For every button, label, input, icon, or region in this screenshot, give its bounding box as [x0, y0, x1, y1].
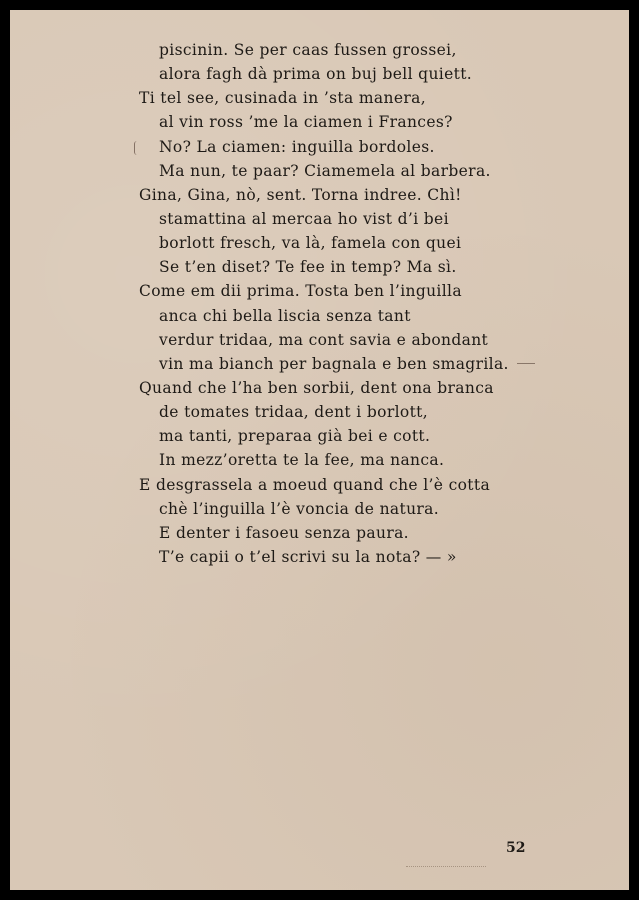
poem-line: Quand che l’ha ben sorbii, dent ona branca	[139, 378, 494, 397]
page-number: 52	[506, 840, 526, 856]
poem-line: alora fagh dà prima on buj bell quiett.	[159, 65, 473, 84]
poem-line: anca chi bella liscia senza tant	[159, 306, 411, 325]
poem-line: piscinin. Se per caas fussen grossei,	[159, 41, 457, 59]
poem-line: E desgrassela a moeud quand che l’è cotta	[139, 475, 491, 494]
poem-line: ma tanti, preparaa già bei e cott.	[159, 427, 431, 446]
margin-dash-mark	[517, 363, 535, 364]
poem-line: Se t’en diset? Te fee in temp? Ma sì.	[159, 258, 457, 277]
book-page	[10, 10, 629, 890]
poem-line: stamattina al mercaa ho vist d’i bei	[159, 209, 449, 228]
poem-line: chè l’inguilla l’è voncia de natura.	[159, 499, 440, 518]
poem-text	[139, 38, 559, 569]
poem-line: Gina, Gina, nò, sent. Torna indree. Chì!	[139, 185, 462, 204]
poem-line: T’e capii o t’el scrivi su la nota? — »	[159, 547, 457, 566]
bottom-dotted-rule	[406, 866, 486, 867]
poem-line: In mezz’oretta te la fee, ma nanca.	[159, 451, 445, 470]
poem-line: verdur tridaa, ma cont savia e abondant	[159, 330, 489, 349]
poem-line: E denter i fasoeu senza paura.	[159, 523, 409, 542]
poem-line: al vin ross ’me la ciamen i Frances?	[159, 113, 453, 132]
poem-line: Come em dii prima. Tosta ben l’inguilla	[139, 282, 462, 301]
poem-line: borlott fresch, va là, famela con quei	[159, 234, 462, 253]
poem-line: vin ma bianch per bagnala e ben smagrila.	[159, 354, 509, 373]
poem-line: No? La ciamen: inguilla bordoles.	[159, 137, 435, 156]
poem-line: Ma nun, te paar? Ciamemela al barbera.	[159, 161, 491, 180]
poem-line: de tomates tridaa, dent i borlott,	[159, 403, 429, 422]
margin-pencil-mark	[134, 141, 137, 155]
poem-line: Ti tel see, cusinada in ’sta manera,	[139, 89, 426, 108]
